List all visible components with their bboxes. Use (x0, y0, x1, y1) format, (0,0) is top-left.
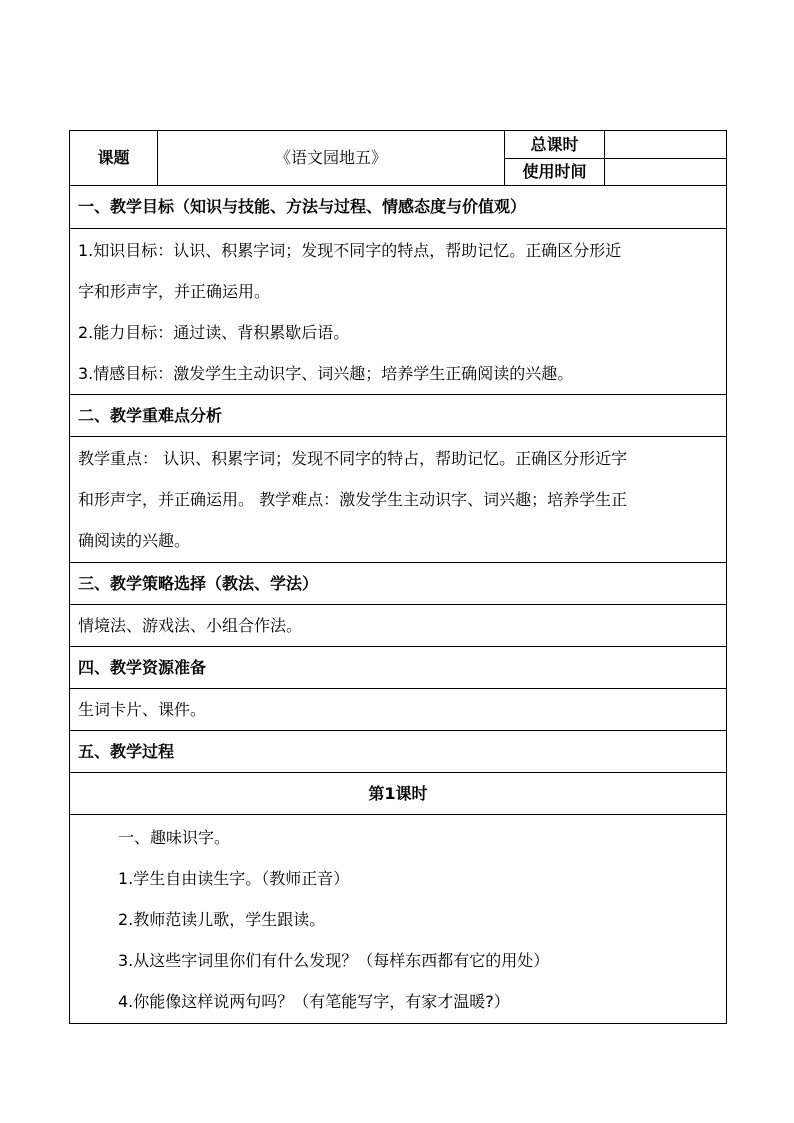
section5-content (70, 815, 727, 1024)
lesson-plan-table (69, 130, 727, 1024)
process-line-1: 一、趣味识字。 (118, 827, 231, 847)
section3-title-row (70, 563, 727, 605)
goal2: 2.能力目标：通过读、背积累歇后语。 (78, 322, 350, 342)
goal1-line2: 字和形声字，并正确运用。 (78, 281, 271, 301)
process-line-3: 2.教师范读儿歌，学生跟读。 (118, 909, 326, 929)
section2-line2: 和形声字，并正确运用。 教学难点：激发学生主动识字、词兴趣；培养学生正 (78, 490, 628, 509)
lesson-title-row (70, 773, 727, 815)
process-line-4: 3.从这些字词里你们有什么发现？（每样东西都有它的用处） (118, 950, 550, 970)
section1-title: 一、教学目标（知识与技能、方法与过程、情感态度与价值观） (70, 186, 727, 229)
section2-line1: 教学重点： 认识、积累字词；发现不同字的特占，帮助记忆。正确区分形近字 (78, 449, 628, 468)
section1-content (70, 229, 727, 395)
header-row-1 (70, 131, 727, 159)
goal3: 3.情感目标：激发学生主动识字、词兴趣；培养学生正确阅读的兴趣。 (78, 363, 574, 383)
process-line-5: 4.你能像这样说两句吗？（有笔能写字，有家才温暖?） (118, 991, 510, 1011)
section4-title-row (70, 647, 727, 689)
section2-title: 二、教学重难点分析 (70, 395, 727, 437)
topic-value: 《语文园地五》 (158, 131, 505, 186)
section4-content-row (70, 689, 727, 731)
section5-title-row (70, 731, 727, 773)
section4-content: 生词卡片、课件。 (70, 689, 727, 731)
lesson-title: 第1课时 (70, 773, 727, 815)
section5-title: 五、教学过程 (70, 731, 727, 773)
section2-content-row (70, 437, 727, 563)
process-line-2: 1.学生自由读生字。（教师正音） (118, 868, 350, 888)
section2-content (70, 437, 727, 563)
section4-title: 四、教学资源准备 (70, 647, 727, 689)
section3-content-row (70, 605, 727, 647)
section1-title-row (70, 186, 727, 229)
section3-content: 情境法、游戏法、小组合作法。 (70, 605, 727, 647)
section2-title-row (70, 395, 727, 437)
total-hours-value (605, 131, 727, 159)
section5-content-row (70, 815, 727, 1024)
section3-title: 三、教学策略选择（教法、学法） (70, 563, 727, 605)
total-hours-label: 总课时 (505, 131, 605, 159)
use-time-label: 使用时间 (505, 159, 605, 186)
section2-line3: 确阅读的兴趣。 (78, 531, 191, 550)
section1-content-row (70, 229, 727, 395)
use-time-value (605, 159, 727, 186)
goal1-line1: 1.知识目标：认识、积累字词；发现不同字的特点，帮助记忆。正确区分形近 (78, 240, 622, 260)
topic-label: 课题 (70, 131, 158, 186)
